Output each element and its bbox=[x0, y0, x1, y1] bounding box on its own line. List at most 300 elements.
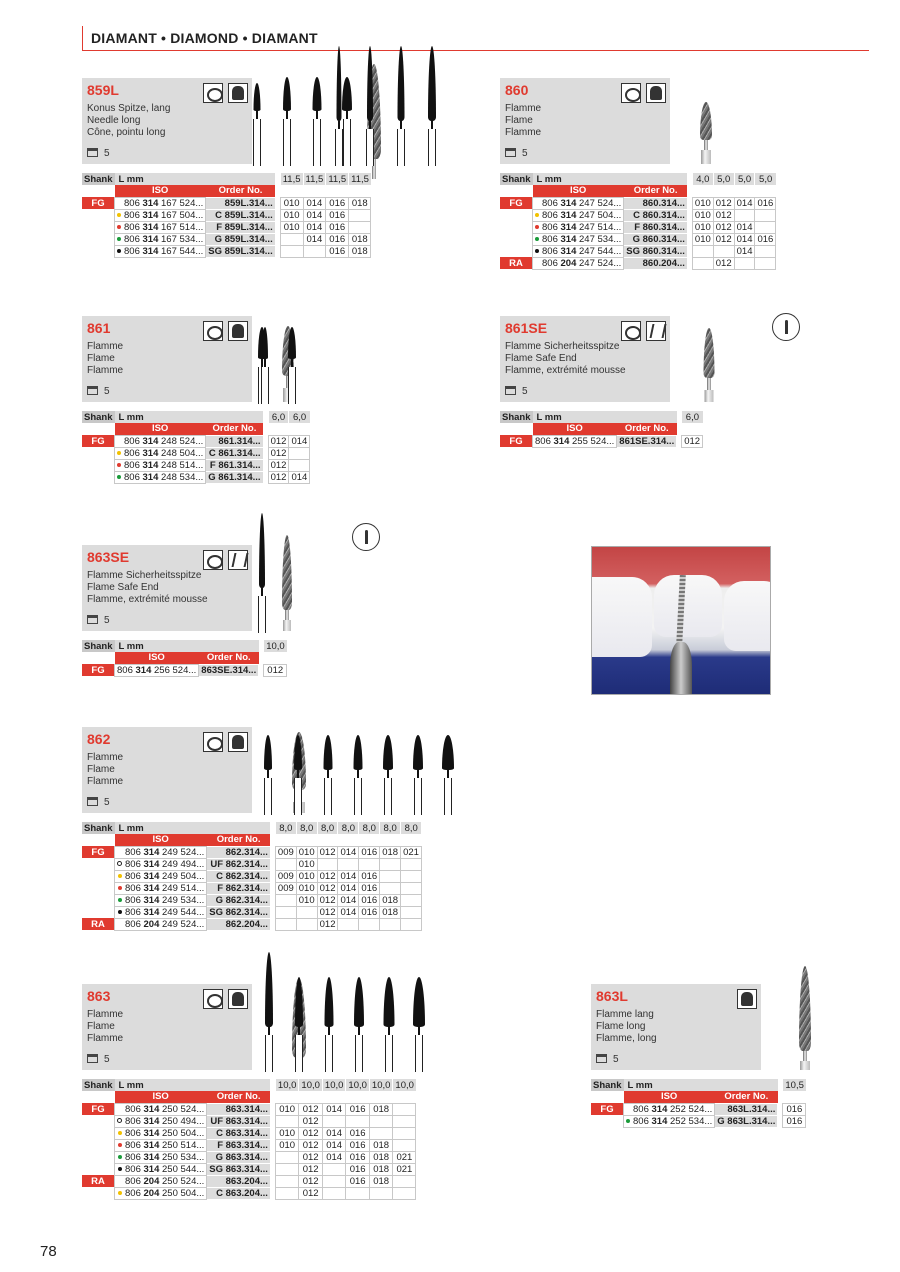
size-cell: 016 bbox=[326, 233, 349, 245]
iso-prefix: 806 bbox=[542, 221, 561, 233]
order-number: 862.314... bbox=[207, 846, 271, 858]
iso-suffix: 167 504... bbox=[158, 209, 204, 221]
size-cell: 012 bbox=[268, 471, 289, 483]
iso-suffix: 167 524... bbox=[158, 197, 204, 209]
order-number: F 861.314... bbox=[206, 459, 263, 471]
order-number: 863L.314... bbox=[715, 1103, 778, 1115]
spacer bbox=[275, 834, 296, 846]
size-cell bbox=[346, 1187, 370, 1199]
spacer bbox=[82, 834, 115, 846]
table-row bbox=[82, 197, 371, 209]
iso-shank-code: 314 bbox=[143, 882, 160, 894]
silhouette-neck bbox=[400, 121, 402, 129]
length-value: 11,5 bbox=[349, 173, 371, 185]
iso-prefix: 806 bbox=[633, 1115, 652, 1127]
iso-suffix: 252 534... bbox=[667, 1115, 713, 1127]
shank-type bbox=[82, 1127, 115, 1139]
order-number: F 859L.314... bbox=[206, 221, 275, 233]
size-cell: 016 bbox=[359, 882, 380, 894]
silhouette-neck bbox=[358, 1027, 360, 1035]
bur-photo bbox=[703, 328, 714, 438]
shank-header: Shank bbox=[84, 173, 113, 185]
spacer bbox=[289, 423, 310, 435]
iso-number bbox=[115, 245, 206, 257]
size-cell: 010 bbox=[692, 221, 713, 233]
iso-number bbox=[533, 245, 624, 257]
length-value: 11,5 bbox=[326, 173, 349, 185]
silhouette-shaft bbox=[355, 1035, 363, 1072]
iso-number bbox=[115, 870, 207, 882]
size-cell bbox=[692, 245, 713, 257]
size-cell: 014 bbox=[338, 846, 359, 858]
size-cell: 014 bbox=[322, 1103, 346, 1115]
shank-type bbox=[500, 221, 533, 233]
bur-head bbox=[282, 535, 292, 610]
silhouette-neck bbox=[387, 770, 389, 778]
column-header-row bbox=[82, 423, 310, 435]
shank-header: Shank bbox=[502, 411, 531, 423]
iso-shank-code: 314 bbox=[142, 233, 159, 245]
shank-type bbox=[82, 245, 115, 257]
table-row bbox=[82, 459, 310, 471]
product-spec-table bbox=[82, 640, 287, 677]
application-icon bbox=[203, 989, 223, 1009]
size-cell bbox=[755, 245, 776, 257]
application-icon bbox=[621, 83, 641, 103]
length-value: 5,0 bbox=[713, 173, 734, 185]
pack-count: 5 bbox=[522, 148, 528, 159]
iso-suffix: 249 514... bbox=[159, 882, 205, 894]
iso-header: ISO bbox=[115, 1091, 207, 1103]
size-cell: 016 bbox=[359, 870, 380, 882]
product-description bbox=[87, 752, 123, 788]
silhouette-head bbox=[295, 977, 303, 1027]
silhouette-neck bbox=[298, 1027, 300, 1035]
size-cell bbox=[380, 858, 401, 870]
table-row bbox=[82, 1139, 416, 1151]
iso-prefix: 806 bbox=[124, 209, 143, 221]
size-cell bbox=[322, 1187, 346, 1199]
shank-type bbox=[500, 209, 533, 221]
iso-number bbox=[115, 221, 206, 233]
shank-type bbox=[82, 870, 115, 882]
table-row bbox=[591, 1115, 806, 1127]
order-number: C 860.314... bbox=[624, 209, 688, 221]
size-cell: 012 bbox=[317, 846, 338, 858]
shank-type: FG bbox=[591, 1103, 624, 1115]
silhouette-neck bbox=[327, 770, 329, 778]
size-cell: 010 bbox=[280, 221, 303, 233]
table-row bbox=[82, 471, 310, 483]
iso-suffix: 250 504... bbox=[159, 1187, 205, 1199]
bur-neck bbox=[285, 610, 289, 620]
size-cell: 009 bbox=[275, 870, 296, 882]
grit-dot bbox=[118, 1131, 122, 1135]
order-header: Order No. bbox=[617, 423, 677, 435]
spacer bbox=[338, 834, 359, 846]
iso-prefix: 806 bbox=[125, 870, 144, 882]
order-number: SG 860.314... bbox=[624, 245, 688, 257]
order-header: Order No. bbox=[715, 1091, 778, 1103]
shank-header: Shank bbox=[84, 1079, 113, 1091]
order-number: C 862.314... bbox=[207, 870, 271, 882]
size-cell: 016 bbox=[326, 197, 349, 209]
silhouette-shaft bbox=[253, 119, 261, 166]
grit-dot bbox=[118, 1155, 122, 1159]
order-number: SG 863.314... bbox=[207, 1163, 271, 1175]
iso-prefix: 806 bbox=[124, 471, 143, 483]
spacer bbox=[322, 1091, 346, 1103]
product-description bbox=[87, 341, 123, 377]
iso-shank-code: 314 bbox=[651, 1115, 668, 1127]
iso-suffix: 250 514... bbox=[159, 1139, 205, 1151]
spacer bbox=[734, 185, 755, 197]
iso-number bbox=[115, 1187, 207, 1199]
silhouette-head bbox=[262, 327, 268, 359]
size-cell: 016 bbox=[326, 245, 349, 257]
iso-shank-code: 314 bbox=[143, 1151, 160, 1163]
order-header: Order No. bbox=[199, 652, 259, 664]
size-cell bbox=[393, 1103, 416, 1115]
spacer bbox=[317, 834, 338, 846]
page-title: DIAMANT • DIAMOND • DIAMANT bbox=[91, 30, 318, 46]
iso-shank-code: 314 bbox=[142, 459, 159, 471]
iso-suffix: 249 504... bbox=[159, 870, 205, 882]
iso-header: ISO bbox=[533, 423, 617, 435]
table-row bbox=[82, 435, 310, 447]
order-header: Order No. bbox=[207, 1091, 271, 1103]
bur-silhouette bbox=[413, 977, 425, 1072]
size-cell bbox=[734, 257, 755, 269]
bur-silhouette bbox=[382, 735, 394, 815]
iso-suffix: 167 544... bbox=[158, 245, 204, 257]
bur-silhouette bbox=[323, 977, 335, 1072]
pack-size bbox=[505, 148, 528, 159]
silhouette-shaft bbox=[428, 129, 436, 166]
iso-shank-code: 314 bbox=[143, 1103, 160, 1115]
iso-number bbox=[115, 1115, 207, 1127]
size-cell: 012 bbox=[713, 209, 734, 221]
iso-prefix: 806 bbox=[535, 435, 554, 447]
shank-type: FG bbox=[500, 197, 533, 209]
silhouette-head bbox=[324, 735, 333, 770]
iso-shank-code: 314 bbox=[560, 245, 577, 257]
grit-dot bbox=[117, 237, 121, 241]
spacer bbox=[755, 185, 776, 197]
size-cell: 016 bbox=[346, 1151, 370, 1163]
size-cell: 010 bbox=[275, 1103, 299, 1115]
table-row bbox=[82, 870, 421, 882]
length-value: 11,5 bbox=[280, 173, 303, 185]
silhouette-shaft bbox=[324, 778, 332, 815]
table-row bbox=[591, 1103, 806, 1115]
iso-header: ISO bbox=[115, 185, 206, 197]
iso-shank-code: 314 bbox=[143, 846, 160, 858]
size-cell: 014 bbox=[303, 221, 326, 233]
size-cell: 016 bbox=[346, 1139, 370, 1151]
size-cell bbox=[393, 1175, 416, 1187]
pack-size bbox=[87, 386, 110, 397]
pack-size bbox=[87, 1054, 110, 1065]
size-cell: 018 bbox=[369, 1151, 393, 1163]
description-line: Flamme, long bbox=[596, 1033, 657, 1044]
size-cell: 012 bbox=[299, 1163, 323, 1175]
silhouette-neck bbox=[316, 111, 318, 119]
size-cell: 014 bbox=[734, 245, 755, 257]
silhouette-head bbox=[313, 77, 322, 111]
silhouette-shaft bbox=[258, 596, 266, 633]
iso-number bbox=[624, 1115, 715, 1127]
lmm-header: L mm bbox=[115, 822, 271, 834]
description-line: Flamme bbox=[87, 365, 124, 376]
application-icon bbox=[621, 321, 641, 341]
silhouette-head bbox=[384, 977, 395, 1027]
order-number: F 862.314... bbox=[207, 882, 271, 894]
size-cell: 014 bbox=[338, 894, 359, 906]
size-cell: 014 bbox=[734, 197, 755, 209]
description-line: Flame bbox=[505, 115, 533, 126]
length-value: 4,0 bbox=[692, 173, 713, 185]
iso-number bbox=[533, 209, 624, 221]
iso-suffix: 249 544... bbox=[159, 906, 205, 918]
package-icon bbox=[505, 386, 516, 395]
length-row bbox=[82, 1079, 416, 1091]
size-cell: 021 bbox=[393, 1163, 416, 1175]
description-line: Flamme bbox=[505, 127, 542, 138]
grit-dot bbox=[535, 225, 539, 229]
size-cell: 009 bbox=[275, 846, 296, 858]
shank-header: Shank bbox=[502, 173, 531, 185]
lmm-header: L mm bbox=[115, 640, 259, 652]
silhouette-shaft bbox=[295, 1035, 303, 1072]
iso-number bbox=[115, 1127, 207, 1139]
size-cell bbox=[692, 257, 713, 269]
spacer bbox=[713, 185, 734, 197]
description-line: Flamme bbox=[87, 776, 124, 787]
grit-dot bbox=[626, 1119, 630, 1123]
iso-shank-code: 314 bbox=[142, 221, 159, 233]
grit-dot bbox=[117, 213, 121, 217]
bur-silhouette bbox=[256, 513, 268, 633]
iso-number bbox=[115, 471, 206, 483]
size-cell bbox=[380, 918, 401, 930]
package-icon bbox=[87, 386, 98, 395]
order-number: 862.204... bbox=[207, 918, 271, 930]
product-spec-table bbox=[82, 411, 310, 484]
table-row bbox=[82, 906, 421, 918]
table-row bbox=[82, 664, 287, 676]
description-line: Flamme bbox=[87, 752, 124, 763]
column-header-row bbox=[82, 834, 421, 846]
size-cell: 012 bbox=[264, 664, 287, 676]
size-cell bbox=[296, 918, 317, 930]
size-cell: 018 bbox=[369, 1139, 393, 1151]
size-cell bbox=[275, 1151, 299, 1163]
product-description bbox=[505, 103, 541, 139]
size-cell bbox=[275, 1187, 299, 1199]
grit-dot bbox=[118, 898, 122, 902]
size-cell bbox=[713, 245, 734, 257]
size-cell: 016 bbox=[783, 1115, 806, 1127]
size-cell: 012 bbox=[317, 870, 338, 882]
size-cell: 021 bbox=[401, 846, 422, 858]
table-row bbox=[500, 221, 776, 233]
iso-header: ISO bbox=[533, 185, 624, 197]
table-row bbox=[500, 209, 776, 221]
bur-head bbox=[703, 328, 714, 378]
grit-dot bbox=[118, 874, 122, 878]
size-cell: 014 bbox=[338, 906, 359, 918]
length-row bbox=[82, 640, 287, 652]
product-description bbox=[87, 103, 170, 139]
description-line: Flamme bbox=[87, 341, 124, 352]
application-icon bbox=[203, 550, 223, 570]
iso-suffix: 252 524... bbox=[667, 1103, 713, 1115]
silhouette-head bbox=[342, 77, 352, 111]
product-spec-table bbox=[500, 411, 703, 448]
iso-prefix: 806 bbox=[542, 233, 561, 245]
iso-prefix: 806 bbox=[125, 1151, 144, 1163]
description-line: Flame Safe End bbox=[505, 353, 577, 364]
product-code: 861SE bbox=[505, 320, 548, 336]
silhouette-neck bbox=[418, 1027, 420, 1035]
iso-suffix: 247 544... bbox=[576, 245, 622, 257]
iso-header: ISO bbox=[624, 1091, 715, 1103]
silhouette-shaft bbox=[415, 1035, 423, 1072]
order-number: 860.314... bbox=[624, 197, 688, 209]
iso-suffix: 248 514... bbox=[158, 459, 204, 471]
length-value: 10,0 bbox=[275, 1079, 299, 1091]
size-cell: 012 bbox=[713, 221, 734, 233]
iso-shank-code: 314 bbox=[143, 858, 160, 870]
iso-shank-code: 314 bbox=[142, 245, 159, 257]
size-cell: 012 bbox=[317, 906, 338, 918]
iso-shank-code: 314 bbox=[142, 435, 159, 447]
safe-end-detail-icon bbox=[772, 313, 800, 341]
product-info-box bbox=[82, 727, 252, 813]
shank-type bbox=[82, 1151, 115, 1163]
table-row bbox=[500, 197, 776, 209]
size-cell: 016 bbox=[755, 233, 776, 245]
length-row bbox=[591, 1079, 806, 1091]
product-description bbox=[596, 1009, 657, 1045]
iso-suffix: 247 504... bbox=[576, 209, 622, 221]
pack-count: 5 bbox=[104, 797, 110, 808]
length-value: 10,0 bbox=[264, 640, 287, 652]
bur-silhouette bbox=[364, 46, 376, 166]
silhouette-shaft bbox=[264, 778, 272, 815]
iso-number bbox=[115, 894, 207, 906]
spacer bbox=[82, 423, 115, 435]
order-number: UF 863.314... bbox=[207, 1115, 271, 1127]
order-number: C 861.314... bbox=[206, 447, 263, 459]
spacer bbox=[82, 1091, 115, 1103]
silhouette-neck bbox=[297, 770, 299, 778]
iso-number bbox=[115, 459, 206, 471]
order-number: 859L.314... bbox=[206, 197, 275, 209]
size-cell bbox=[275, 906, 296, 918]
size-cell: 010 bbox=[296, 858, 317, 870]
size-cell: 012 bbox=[268, 459, 289, 471]
column-header-row bbox=[82, 185, 371, 197]
order-number: G 861.314... bbox=[206, 471, 263, 483]
size-cell: 016 bbox=[346, 1163, 370, 1175]
size-cell: 016 bbox=[359, 906, 380, 918]
silhouette-head bbox=[325, 977, 334, 1027]
tooth-crown-icon bbox=[646, 83, 666, 103]
iso-shank-code: 314 bbox=[143, 1139, 160, 1151]
silhouette-shaft bbox=[385, 1035, 393, 1072]
iso-suffix: 250 524... bbox=[159, 1103, 205, 1115]
size-cell bbox=[369, 1187, 393, 1199]
size-cell bbox=[401, 858, 422, 870]
description-line: Flamme, extrémité mousse bbox=[505, 365, 626, 376]
size-cell bbox=[322, 1163, 346, 1175]
product-info-box bbox=[82, 545, 252, 631]
shank-header: Shank bbox=[84, 640, 113, 652]
shank-type bbox=[82, 906, 115, 918]
size-cell: 014 bbox=[303, 197, 326, 209]
iso-shank-code: 204 bbox=[143, 1175, 160, 1187]
description-line: Flamme Sicherheitsspitze bbox=[505, 341, 620, 352]
spacer bbox=[280, 185, 303, 197]
spacer bbox=[369, 1091, 393, 1103]
length-value: 6,0 bbox=[289, 411, 310, 423]
order-number: UF 862.314... bbox=[207, 858, 271, 870]
product-info-box bbox=[500, 316, 670, 402]
size-cell: 012 bbox=[317, 882, 338, 894]
pack-count: 5 bbox=[104, 386, 110, 397]
shank-type: FG bbox=[82, 846, 115, 858]
silhouette-shaft bbox=[294, 778, 302, 815]
order-number: 863SE.314... bbox=[199, 664, 259, 676]
description-line: Needle long bbox=[87, 115, 141, 126]
product-description bbox=[505, 341, 626, 377]
shank-header: Shank bbox=[84, 411, 113, 423]
bur-silhouette bbox=[311, 77, 323, 166]
size-cell bbox=[280, 245, 303, 257]
spacer bbox=[82, 652, 115, 664]
size-cell bbox=[346, 1115, 370, 1127]
iso-shank-code: 314 bbox=[553, 435, 570, 447]
size-cell: 012 bbox=[317, 918, 338, 930]
iso-suffix: 167 514... bbox=[158, 221, 204, 233]
silhouette-head bbox=[398, 46, 405, 121]
bur-photo bbox=[282, 535, 292, 645]
iso-shank-code: 314 bbox=[560, 197, 577, 209]
size-cell: 014 bbox=[734, 221, 755, 233]
silhouette-neck bbox=[268, 1027, 270, 1035]
iso-suffix: 248 534... bbox=[158, 471, 204, 483]
spacer bbox=[591, 1091, 624, 1103]
table-row bbox=[82, 1103, 416, 1115]
silhouette-head bbox=[428, 46, 436, 121]
order-number: SG 859L.314... bbox=[206, 245, 275, 257]
order-number: 861.314... bbox=[206, 435, 263, 447]
table-row bbox=[82, 894, 421, 906]
iso-prefix: 806 bbox=[125, 1127, 144, 1139]
silhouette-shaft bbox=[397, 129, 405, 166]
iso-shank-code: 204 bbox=[143, 918, 160, 930]
iso-suffix: 250 524... bbox=[159, 1175, 205, 1187]
iso-shank-code: 314 bbox=[143, 1163, 160, 1175]
size-cell: 014 bbox=[289, 471, 310, 483]
size-cell bbox=[359, 918, 380, 930]
iso-shank-code: 314 bbox=[142, 471, 159, 483]
length-value: 8,0 bbox=[359, 822, 380, 834]
length-row bbox=[500, 173, 776, 185]
order-number: C 863.204... bbox=[207, 1187, 271, 1199]
